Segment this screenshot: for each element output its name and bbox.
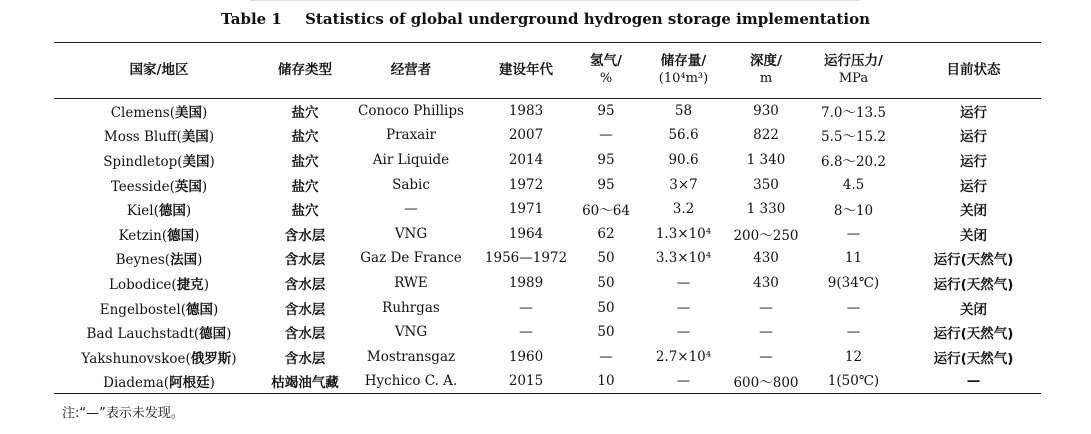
depth-cell: 930: [753, 103, 779, 120]
column-header: [906, 43, 1041, 99]
paren-close: ): [185, 203, 192, 220]
paren-open: (: [153, 203, 159, 220]
country-name-en: Diadema: [103, 375, 164, 392]
country-cell: [54, 123, 264, 148]
type-cell: 枯竭油气藏: [264, 369, 346, 394]
pressure-cell: —: [846, 299, 861, 316]
paren-open: (: [177, 153, 183, 170]
country-cell: [54, 148, 264, 173]
depth-cell: 822: [753, 127, 779, 144]
table-row: [54, 246, 1041, 271]
country-name-en: Teesside: [110, 178, 170, 195]
column-header-unit: (10⁴m³): [658, 70, 709, 86]
table-row: [54, 369, 1041, 394]
h2-cell: 95: [597, 151, 615, 168]
status-cell: 运行: [960, 105, 987, 122]
status-cell: 关闭: [960, 227, 987, 244]
volume-cell: —: [676, 324, 691, 341]
paren-open: (: [176, 129, 182, 146]
country-name-en: Engelbostel: [99, 301, 181, 318]
depth-cell: —: [759, 348, 773, 365]
operator-cell: Sabic: [392, 176, 430, 193]
country-cell: [54, 99, 264, 124]
column-header: [801, 43, 906, 99]
paren-open: (: [185, 350, 191, 367]
type-cell: 含水层: [284, 350, 326, 367]
status-cell: 运行: [960, 178, 987, 195]
pressure-cell: 7.0～13.5: [820, 105, 887, 122]
table-row: [54, 197, 1041, 222]
year-cell: 1964: [508, 225, 544, 242]
volume-cell: 3×7: [669, 176, 698, 193]
column-header: [54, 43, 264, 99]
country-name-cn: 美国: [175, 105, 203, 122]
column-header-label: 建设年代: [499, 61, 553, 78]
year-cell: 2015: [476, 369, 576, 394]
country-name-en: Moss Bluff: [103, 129, 177, 146]
type-cell: 含水层: [284, 276, 326, 293]
column-header: [476, 43, 576, 99]
depth-cell: 1 340: [746, 151, 786, 168]
storage-statistics-table: [54, 42, 1041, 394]
status-cell: 运行(天然气): [933, 350, 1014, 367]
pressure-cell: 5.5～15.2: [820, 129, 887, 146]
type-cell: 盐穴: [291, 153, 319, 170]
status-cell: 运行(天然气): [933, 276, 1014, 293]
volume-cell: —: [676, 274, 691, 291]
column-header-label: 储存类型: [278, 61, 332, 78]
column-header-label: 深度/: [750, 53, 782, 70]
cropped-text-line: [250, 0, 860, 2]
country-cell: [54, 369, 264, 394]
year-cell: —: [519, 299, 533, 316]
table-row: [54, 148, 1041, 173]
table-caption: [0, 10, 1091, 28]
h2-cell: 60～64: [582, 203, 630, 220]
year-cell: 1960: [508, 348, 544, 365]
table-note: 注:“—”表示未发现。: [62, 406, 184, 421]
depth-cell: 350: [753, 176, 779, 193]
h2-cell: 50: [597, 274, 615, 291]
paren-open: (: [180, 301, 186, 318]
volume-cell: —: [676, 299, 691, 316]
country-name-en: Beynes: [115, 252, 165, 269]
depth-cell: —: [759, 324, 773, 341]
paren-open: (: [193, 326, 200, 343]
country-cell: [54, 172, 264, 197]
country-name-cn: 美国: [182, 153, 210, 170]
column-header: [346, 43, 476, 99]
operator-cell: —: [404, 201, 418, 218]
paren-close: ): [203, 276, 209, 293]
column-header-unit: MPa: [838, 70, 869, 86]
country-name-cn: 美国: [181, 129, 209, 146]
country-name-cn: 德国: [167, 227, 195, 244]
status-cell: 关闭: [960, 301, 987, 318]
h2-cell: —: [599, 348, 613, 365]
table-header-row: [54, 43, 1041, 99]
country-name-cn: 英国: [174, 178, 202, 195]
status-cell: 运行(天然气): [933, 326, 1014, 343]
year-cell: 1972: [508, 176, 544, 193]
country-cell: [54, 344, 264, 369]
country-name-cn: 德国: [158, 203, 186, 220]
paren-close: ): [209, 375, 215, 392]
type-cell: 含水层: [284, 227, 326, 244]
depth-cell: 1 330: [746, 201, 786, 218]
status-cell: 运行: [960, 153, 987, 170]
paren-close: ): [209, 153, 215, 170]
country-name-en: Kiel: [126, 203, 154, 220]
pressure-cell: 9(34℃): [827, 274, 880, 291]
country-name-cn: 俄罗斯: [190, 350, 232, 367]
depth-cell: 430: [753, 274, 779, 291]
country-name-cn: 法国: [170, 252, 198, 269]
volume-cell: 1.3×10⁴: [655, 225, 712, 242]
type-cell: 盐穴: [291, 105, 319, 122]
volume-cell: —: [636, 369, 731, 394]
country-cell: [54, 221, 264, 246]
table-row: [54, 99, 1041, 124]
pressure-cell: 8～10: [833, 203, 874, 220]
year-cell: 1956—1972: [484, 250, 568, 267]
country-name-cn: 捷克: [176, 276, 204, 293]
volume-cell: 2.7×10⁴: [655, 348, 712, 365]
table-row: [54, 123, 1041, 148]
operator-cell: Conoco Phillips: [358, 103, 464, 120]
depth-cell: 200～250: [733, 227, 799, 244]
operator-cell: RWE: [394, 274, 428, 291]
paren-close: ): [231, 350, 237, 367]
column-header: [264, 43, 346, 99]
operator-cell: Ruhrgas: [382, 299, 440, 316]
country-name-cn: 德国: [185, 301, 213, 318]
h2-cell: 50: [597, 299, 615, 316]
status-cell: 运行: [960, 129, 987, 146]
operator-cell: Hychico C. A.: [346, 369, 476, 394]
year-cell: 1983: [508, 103, 544, 120]
paren-close: ): [194, 227, 200, 244]
paren-close: ): [208, 129, 215, 146]
paren-close: ): [202, 105, 208, 122]
country-cell: [54, 271, 264, 296]
h2-cell: —: [599, 127, 613, 144]
country-name-en: Ketzin: [118, 227, 162, 244]
column-header-label: 经营者: [390, 61, 432, 78]
pressure-cell: 1(50℃): [801, 369, 906, 394]
type-cell: 含水层: [284, 301, 326, 318]
type-cell: 含水层: [284, 252, 326, 269]
operator-cell: Gaz De France: [360, 250, 462, 267]
operator-cell: Air Liquide: [372, 151, 450, 168]
volume-cell: 3.3×10⁴: [655, 250, 712, 267]
country-name-en: Yakshunovskoe: [81, 350, 186, 367]
type-cell: 盐穴: [291, 203, 319, 220]
paren-open: (: [163, 375, 170, 392]
h2-cell: 62: [597, 225, 615, 242]
year-cell: —: [519, 324, 533, 341]
table-body: [54, 99, 1041, 394]
operator-cell: Mostransgaz: [366, 348, 456, 365]
table-title: Statistics of global underground hydrogen storage implementation: [305, 10, 870, 28]
country-cell: [54, 295, 264, 320]
pressure-cell: —: [846, 225, 861, 242]
column-header-label: 目前状态: [946, 61, 1001, 78]
depth-cell: 600～800: [731, 369, 801, 394]
h2-cell: 50: [597, 324, 615, 341]
table-row: [54, 344, 1041, 369]
table-row: [54, 172, 1041, 197]
operator-cell: VNG: [394, 324, 428, 341]
pressure-cell: 4.5: [842, 176, 865, 193]
status-cell: 运行(天然气): [933, 252, 1014, 269]
country-cell: [54, 246, 264, 271]
h2-cell: 95: [597, 103, 615, 120]
country-cell: [54, 197, 264, 222]
country-name-en: Lobodice: [109, 276, 172, 293]
country-cell: [54, 320, 264, 345]
year-cell: 1989: [508, 274, 544, 291]
status-cell: 关闭: [960, 203, 987, 220]
pressure-cell: —: [846, 324, 861, 341]
column-header: [731, 43, 801, 99]
table-row: [54, 221, 1041, 246]
column-header: [576, 43, 636, 99]
h2-cell: 50: [597, 250, 615, 267]
status-cell: —: [906, 369, 1041, 394]
operator-cell: Praxair: [385, 127, 437, 144]
country-name-cn: 阿根廷: [169, 375, 210, 392]
table-row: [54, 271, 1041, 296]
type-cell: 盐穴: [291, 178, 319, 195]
column-header-label: 氢气/: [590, 53, 622, 70]
paren-open: (: [169, 178, 175, 195]
volume-cell: 56.6: [668, 127, 699, 144]
h2-cell: 10: [576, 369, 636, 394]
country-name-en: Spindletop: [103, 153, 178, 170]
year-cell: 2014: [508, 151, 544, 168]
h2-cell: 95: [597, 176, 615, 193]
paren-close: ): [197, 252, 203, 269]
volume-cell: 90.6: [668, 151, 699, 168]
volume-cell: 58: [674, 103, 693, 120]
type-cell: 含水层: [284, 326, 326, 343]
column-header-label: 储存量/: [660, 53, 707, 70]
year-cell: 1971: [508, 201, 544, 218]
country-name-en: Clemens: [110, 105, 170, 122]
depth-cell: 430: [753, 250, 779, 267]
year-cell: 2007: [508, 127, 544, 144]
country-name-en: Bad Lauchstadt: [86, 326, 194, 343]
paren-open: (: [164, 252, 171, 269]
column-header-label: 国家/地区: [129, 61, 189, 78]
column-header-unit: m: [759, 70, 773, 86]
paren-close: ): [201, 178, 208, 195]
column-header: [636, 43, 731, 99]
column-header-unit: %: [599, 70, 613, 86]
pressure-cell: 6.8～20.2: [820, 153, 887, 170]
table-row: [54, 295, 1041, 320]
pressure-cell: 12: [844, 348, 863, 365]
pressure-cell: 11: [844, 250, 863, 267]
paren-open: (: [161, 227, 168, 244]
table-row: [54, 320, 1041, 345]
volume-cell: 3.2: [672, 201, 695, 218]
paren-open: (: [169, 105, 176, 122]
paren-open: (: [171, 276, 177, 293]
depth-cell: —: [759, 299, 773, 316]
paren-close: ): [212, 301, 219, 318]
country-name-cn: 德国: [199, 326, 227, 343]
type-cell: 盐穴: [291, 129, 319, 146]
operator-cell: VNG: [394, 225, 428, 242]
paren-close: ): [226, 326, 232, 343]
table-number: Table 1: [221, 10, 282, 28]
column-header-label: 运行压力/: [824, 53, 883, 70]
